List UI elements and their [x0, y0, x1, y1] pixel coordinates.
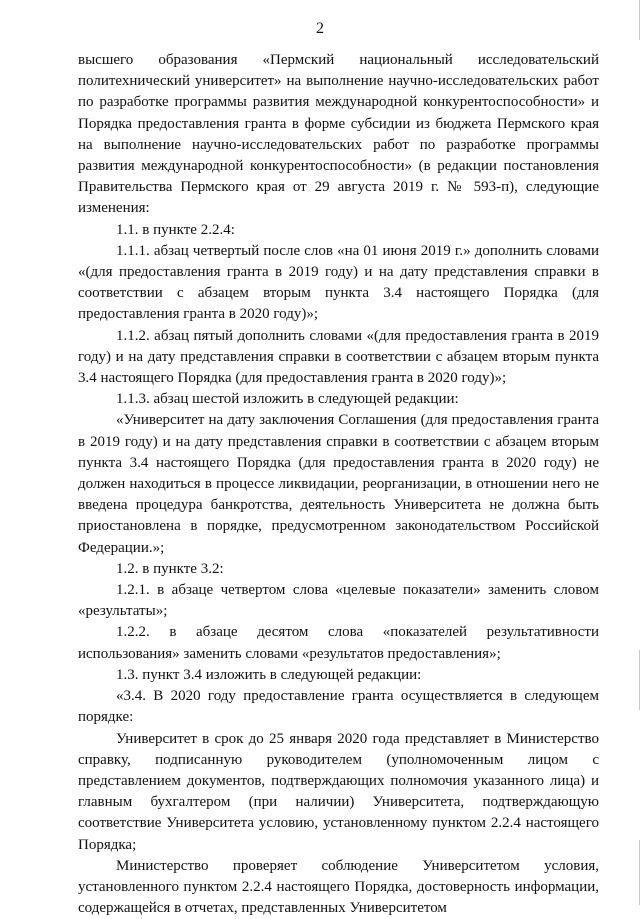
paragraph-1-1: 1.1. в пункте 2.2.4:: [116, 221, 235, 238]
document-body: [78, 50, 599, 919]
paragraph-1-2: 1.2. в пункте 3.2:: [116, 560, 224, 577]
paragraph-1-1-2: 1.1.2. абзац пятый дополнить словами «(для предоставления гранта в 2019 году) и на дату представления справки в соответствии с абзацем вторым пункта 3.4 настоящего Порядка (для предоставления гранта в 2020 году)»;: [78, 327, 599, 387]
paragraph-1-1-3: 1.1.3. абзац шестой изложить в следующей редакции:: [116, 391, 459, 408]
paragraph-1-1-1: 1.1.1. абзац четвертый после слов «на 01 июня 2019 г.» дополнить словами «(для предоставления гранта в 2019 году) и на дату представления справки в соответствии с абзацем вторым пункта 3.4 настоящего Порядка (для предоставления гранта в 2020 году)»;: [78, 242, 599, 323]
paragraph-3-4: «3.4. В 2020 году предоставление гранта осуществляется в следующем порядке:: [78, 688, 599, 726]
page-number: 2: [316, 20, 324, 37]
paragraph-1-2-1: 1.2.1. в абзаце четвертом слова «целевые показатели» заменить словом «результаты»;: [78, 582, 599, 620]
paragraph-intro: высшего образования «Пермский национальный исследовательский политехнический университет» на выполнение научно-исследовательских работ по разработке программы развития международной конкурентоспособности» и Порядка предоставления гранта в форме субсидии из бюджета Пермского края на выполнение научно-исследовательских работ по разработке программы развития международной конкурентоспособности» (в редакции постановления Правительства Пермского края от 29 августа 2019 г. № 593-п), следующие изменения:: [78, 52, 599, 217]
paragraph-university-deadline: Университет в срок до 25 января 2020 года представляет в Министерство справку, подписанную руководителем (уполномоченным лицом с представлением документов, подтверждающих полномочия указанного лица) и главным бухгалтером (при наличии) Университета, подтверждающую соответствие Университета условию, установленному пунктом 2.2.4 настоящего Порядка;: [78, 730, 599, 853]
paragraph-1-2-2: 1.2.2. в абзаце десятом слова «показателей результативности использования» заменить словами «результатов предоставления»;: [78, 624, 599, 662]
paragraph-quote-university: «Университет на дату заключения Соглашения (для предоставления гранта в 2019 году) и на дату представления справки в соответствии с абзацем вторым пункта 3.4 настоящего Порядка (для предоставления гранта в 2020 году) не должен находиться в процессе ликвидации, реорганизации, в отношении него не введена процедура банкротства, деятельность Университета не должна быть приостановлена в порядке, предусмотренном законодательством Российской Федерации.»;: [78, 412, 599, 556]
paragraph-ministry-check: Министерство проверяет соблюдение Университетом условия, установленного пунктом 2.2.4 настоящего Порядка, достоверность информации, содержащейся в отчетах, представленных Университетом: [78, 857, 599, 917]
paragraph-1-3: 1.3. пункт 3.4 изложить в следующей редакции:: [116, 666, 422, 683]
